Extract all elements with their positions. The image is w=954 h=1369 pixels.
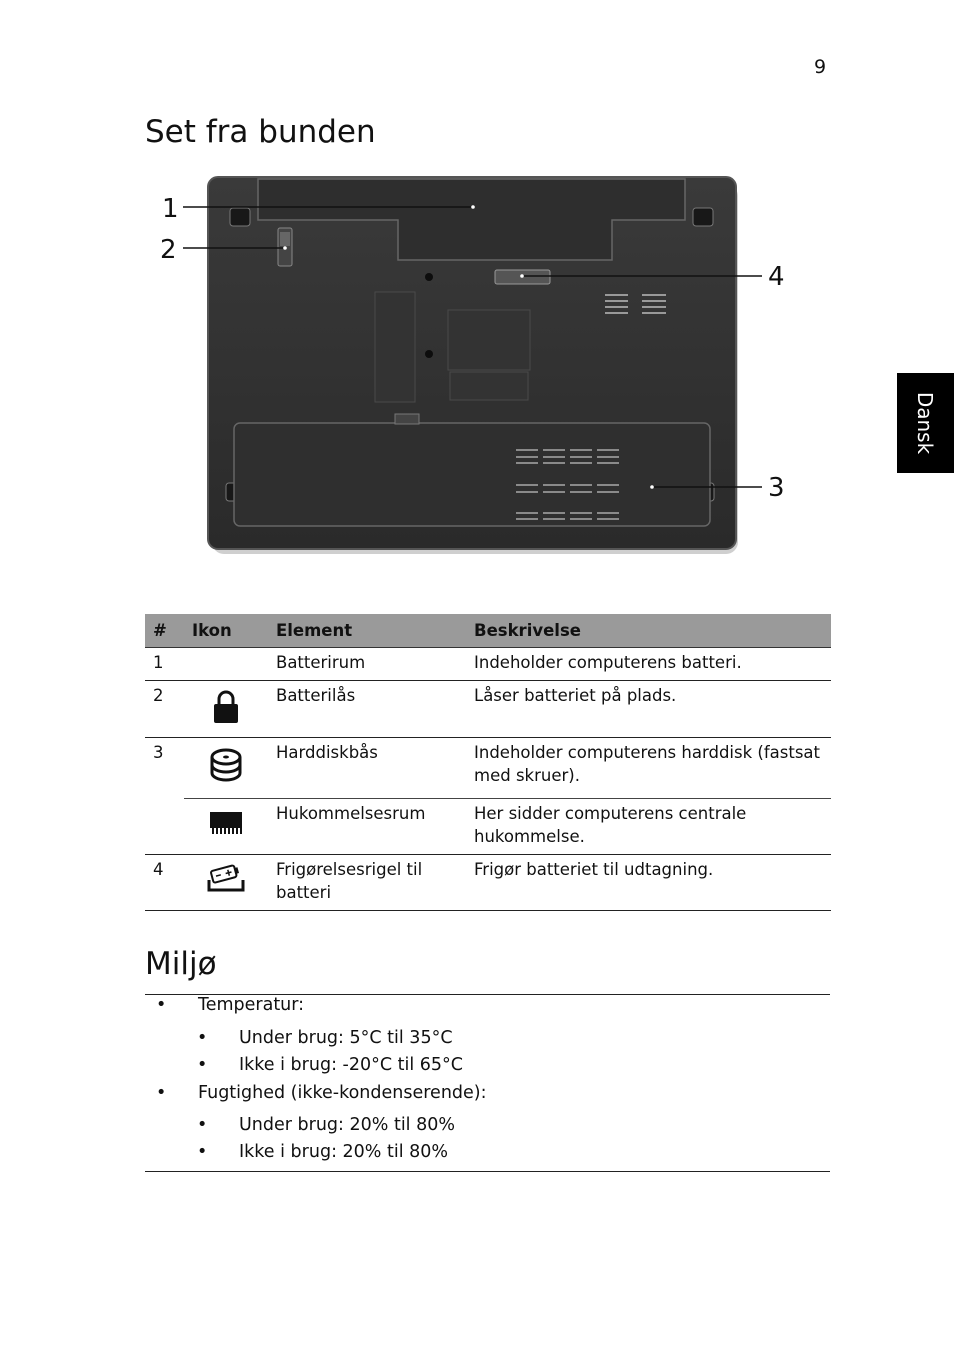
row-element: Hukommelsesrum — [268, 799, 466, 855]
row-description: Låser batteriet på plads. — [466, 681, 831, 738]
callout-4: 4 — [768, 262, 785, 292]
table-row — [145, 738, 831, 799]
battery-release-icon — [206, 864, 246, 894]
section-title-environment: Miljø — [145, 946, 217, 982]
bullet: • — [197, 1055, 208, 1075]
laptop-bottom-view-figure — [150, 170, 800, 565]
callout-2: 2 — [160, 235, 177, 265]
callout-3: 3 — [768, 473, 785, 503]
list-item-label: Ikke i brug: 20% til 80% — [239, 1142, 449, 1162]
table-row — [145, 681, 831, 738]
table-header-row — [145, 614, 831, 648]
row-description: Frigør batteriet til udtagning. — [466, 855, 831, 911]
row-description: Indeholder computerens harddisk (fastsat med skruer). — [466, 738, 831, 799]
row-element: Batterilås — [268, 681, 466, 738]
row-element: Batterirum — [268, 648, 466, 681]
row-number — [145, 799, 184, 855]
row-element: Frigørelsesrigel til batteri — [268, 855, 466, 911]
row-number: 4 — [145, 855, 184, 911]
language-tab-label: Dansk — [913, 391, 937, 455]
harddisk-icon — [209, 747, 243, 783]
section-title-bottom-view: Set fra bunden — [145, 114, 376, 150]
row-number: 1 — [145, 648, 184, 681]
header-number: # — [145, 614, 184, 648]
row-number: 2 — [145, 681, 184, 738]
row-number: 3 — [153, 743, 164, 762]
header-description: Beskrivelse — [466, 614, 831, 648]
list-item-label: Temperatur: — [198, 995, 305, 1015]
header-element: Element — [268, 614, 466, 648]
list-item-label: Fugtighed (ikke-kondenserende): — [198, 1083, 487, 1103]
table-row — [145, 855, 831, 911]
memory-icon — [209, 808, 243, 836]
header-icon: Ikon — [184, 614, 268, 648]
table-row — [145, 799, 831, 855]
list-item-label: Under brug: 20% til 80% — [239, 1115, 455, 1135]
bullet: • — [197, 1142, 208, 1162]
row-icon-empty — [184, 648, 268, 681]
table-row — [145, 648, 831, 681]
list-item-label: Ikke i brug: -20°C til 65°C — [239, 1055, 464, 1075]
bullet: • — [197, 1028, 208, 1048]
row-element: Harddiskbås — [268, 738, 466, 799]
components-table — [145, 614, 831, 911]
bullet: • — [197, 1115, 208, 1135]
page-number: 9 — [814, 56, 827, 78]
row-description: Her sidder computerens centrale hukommelse. — [466, 799, 831, 855]
lock-icon — [213, 690, 239, 724]
row-description: Indeholder computerens batteri. — [466, 648, 831, 681]
list-item-label: Under brug: 5°C til 35°C — [239, 1028, 453, 1048]
laptop-bottom-illustration — [150, 170, 800, 565]
bullet: • — [156, 995, 167, 1015]
bullet: • — [156, 1083, 167, 1103]
callout-1: 1 — [162, 194, 179, 224]
environment-bottom-rule — [145, 1171, 830, 1172]
language-tab — [897, 373, 954, 473]
